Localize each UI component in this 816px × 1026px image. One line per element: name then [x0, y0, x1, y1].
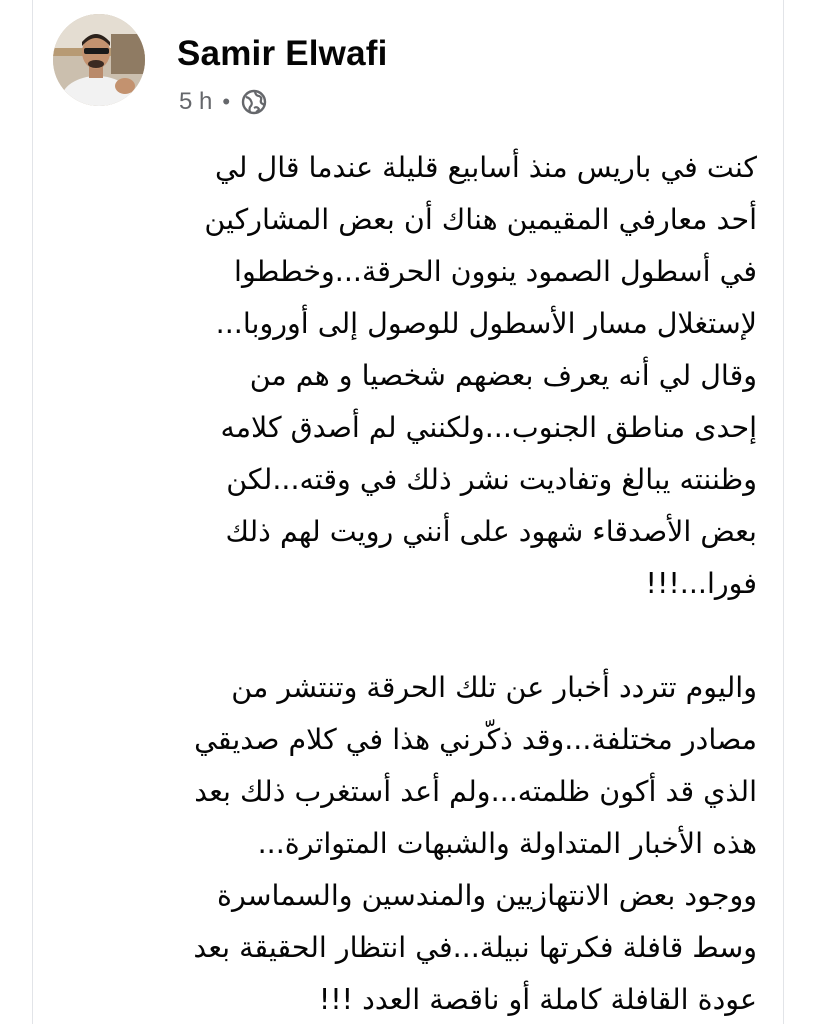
post-text-line: وظننته يبالغ وتفاديت نشر ذلك في وقته...لكن: [226, 463, 757, 496]
avatar-photo: [53, 14, 145, 106]
post-text-line: وقال لي أنه يعرف بعضهم شخصيا و هم من: [249, 359, 757, 392]
post-text-line: أحد معارفي المقيمين هناك أن بعض المشاركين: [204, 203, 757, 236]
post-text-line: كنت في باريس منذ أسابيع قليلة عندما قال لي: [214, 151, 757, 184]
post-text-line: هذه الأخبار المتداولة والشبهات المتواترة...: [257, 827, 757, 860]
post-text-line: ووجود بعض الانتهازيين والمندسين والسماسرة: [217, 879, 757, 912]
author-name[interactable]: Samir Elwafi: [177, 34, 388, 73]
post-text-line: لإستغلال مسار الأسطول للوصول إلى أوروبا...: [215, 307, 757, 340]
paragraph-gap: [57, 610, 757, 662]
post-text-line: إحدى مناطق الجنوب...ولكنني لم أصدق كلامه: [220, 411, 757, 444]
post-text-line: بعض الأصدقاء شهود على أنني رويت لهم ذلك: [225, 515, 757, 548]
globe-icon[interactable]: [240, 88, 268, 116]
post-text-line: فورا...!!!: [645, 567, 757, 600]
post-text-line: واليوم تتردد أخبار عن تلك الحرقة وتنتشر من: [231, 671, 757, 704]
post-time[interactable]: 5 h: [179, 88, 213, 115]
post-text: [57, 142, 757, 1026]
post-text-line: في أسطول الصمود ينوون الحرقة...وخططوا: [234, 255, 757, 288]
post-text-line: الذي قد أكون ظلمته...ولم أعد أستغرب ذلك بعد: [194, 775, 757, 808]
post-text-line: مصادر مختلفة...وقد ذكّرني هذا في كلام صديقي: [194, 723, 757, 756]
post-card: [32, 0, 784, 1024]
avatar[interactable]: [53, 14, 145, 106]
post-text-line: عودة القافلة كاملة أو ناقصة العدد !!!: [318, 983, 757, 1016]
post-meta: [179, 86, 268, 118]
meta-separator: •: [222, 89, 231, 114]
post-text-line: وسط قافلة فكرتها نبيلة...في انتظار الحقيقة بعد: [193, 931, 757, 964]
